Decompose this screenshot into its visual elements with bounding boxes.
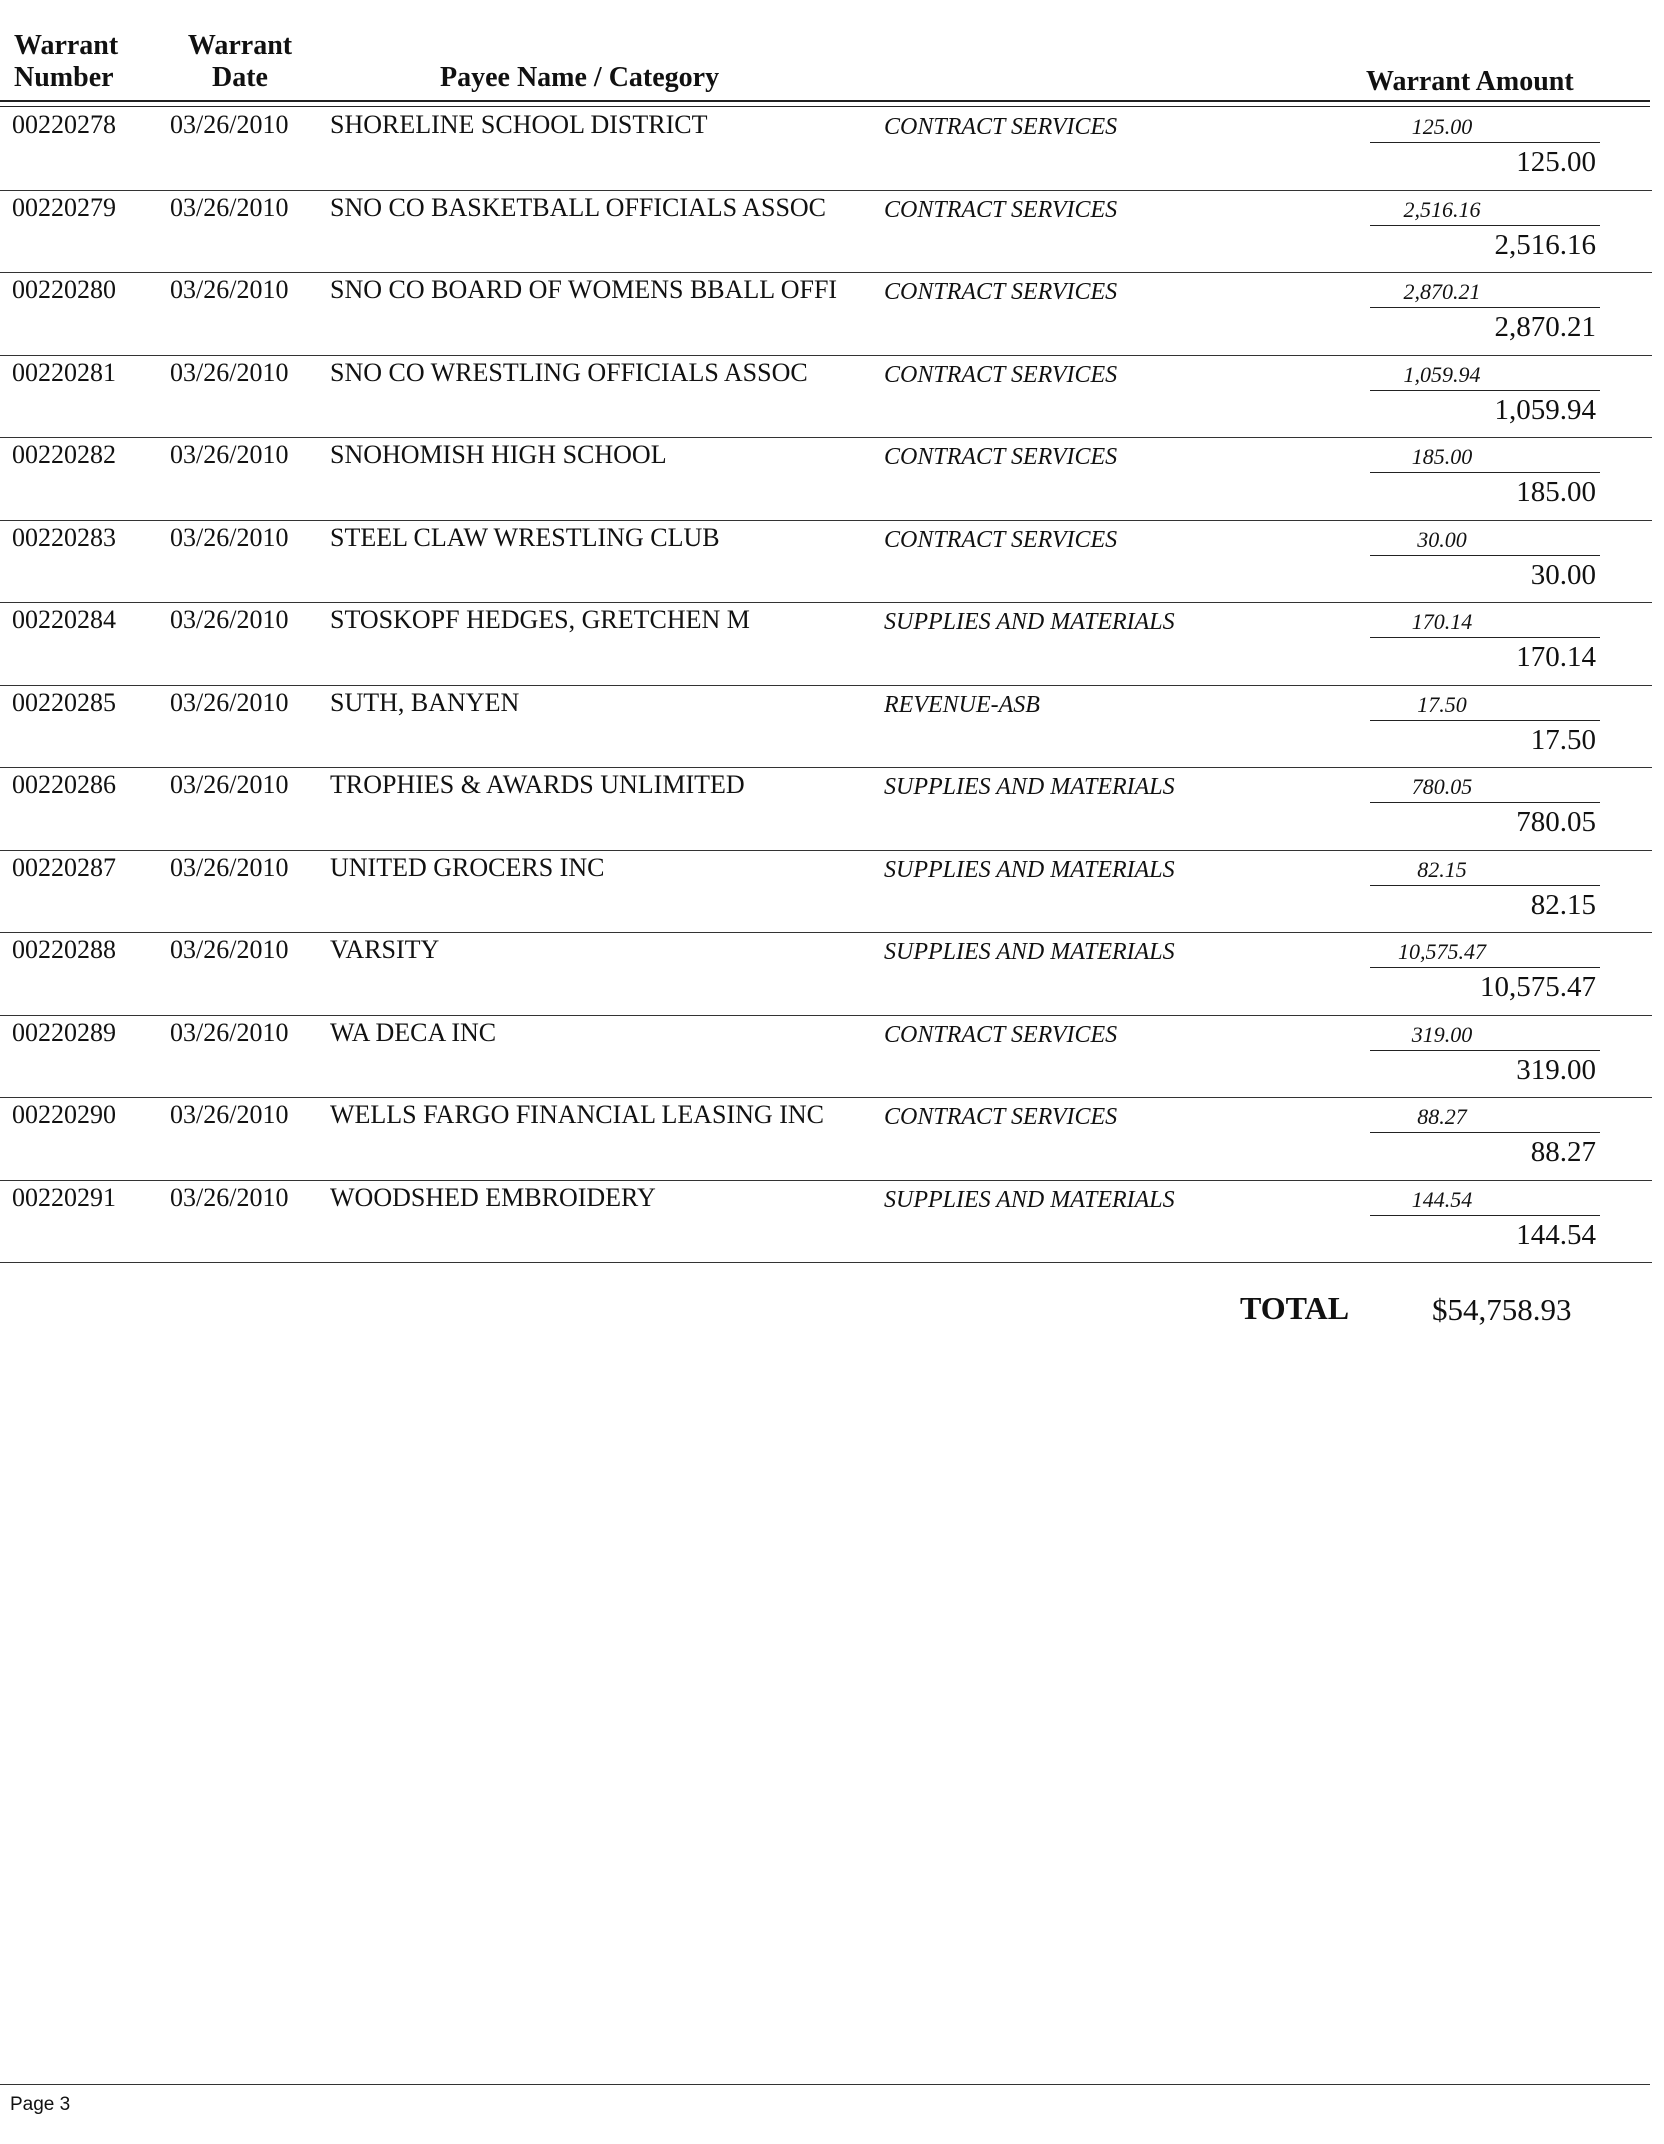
warrant-amount: 88.27 xyxy=(1530,1136,1596,1168)
warrant-number: 00220283 xyxy=(12,522,116,552)
payee-category: SUPPLIES AND MATERIALS xyxy=(884,856,1175,883)
amount-underline xyxy=(1370,637,1600,638)
detail-amount: 2,870.21 xyxy=(1403,279,1481,304)
payee-category: CONTRACT SERVICES xyxy=(884,1104,1118,1130)
table-row xyxy=(0,686,1664,769)
warrant-amount: 82.15 xyxy=(1530,888,1596,921)
payee-category: CONTRACT SERVICES xyxy=(884,279,1118,305)
amount-underline xyxy=(1370,225,1600,226)
warrant-number: 00220279 xyxy=(12,192,116,222)
warrant-amount: 2,870.21 xyxy=(1494,311,1596,343)
footer-divider xyxy=(0,2084,1650,2085)
header-warrant-amount: Warrant Amount xyxy=(1366,66,1574,97)
detail-amount: 125.00 xyxy=(1411,114,1473,139)
payee-name: TROPHIES & AWARDS UNLIMITED xyxy=(330,770,745,799)
detail-amount: 88.27 xyxy=(1417,1104,1467,1129)
warrant-number: 00220284 xyxy=(12,605,116,634)
amount-underline xyxy=(1370,555,1600,556)
payee-category: CONTRACT SERVICES xyxy=(884,444,1118,470)
warrant-date: 03/26/2010 xyxy=(170,522,289,552)
payee-name: WELLS FARGO FINANCIAL LEASING INC xyxy=(330,1100,824,1129)
warrant-date: 03/26/2010 xyxy=(170,192,289,222)
payee-name: WOODSHED EMBROIDERY xyxy=(330,1182,656,1212)
total-label: TOTAL xyxy=(1240,1290,1350,1326)
header-divider xyxy=(0,100,1650,102)
payee-name: UNITED GROCERS INC xyxy=(330,852,605,882)
warrant-number: 00220285 xyxy=(12,687,116,717)
amount-underline xyxy=(1370,967,1600,968)
payee-category: SUPPLIES AND MATERIALS xyxy=(884,939,1175,965)
header-divider-secondary xyxy=(0,106,1650,107)
payee-category: CONTRACT SERVICES xyxy=(884,1021,1118,1048)
row-divider xyxy=(0,1262,1652,1263)
warrant-date: 03/26/2010 xyxy=(170,852,289,882)
payee-name: SUTH, BANYEN xyxy=(330,687,520,717)
warrant-date: 03/26/2010 xyxy=(170,770,289,799)
detail-amount: 17.50 xyxy=(1417,691,1467,717)
payee-name: STOSKOPF HEDGES, GRETCHEN M xyxy=(330,605,750,634)
warrant-date: 03/26/2010 xyxy=(170,605,289,634)
table-row xyxy=(0,108,1664,191)
payee-category: REVENUE-ASB xyxy=(884,691,1040,718)
header-payee-category: Payee Name / Category xyxy=(440,62,720,93)
header-warrant-date: Warrant Date xyxy=(187,30,293,93)
warrant-date: 03/26/2010 xyxy=(170,110,289,139)
warrant-date: 03/26/2010 xyxy=(170,275,289,304)
warrant-date: 03/26/2010 xyxy=(170,687,289,717)
table-row xyxy=(0,273,1664,356)
table-row xyxy=(0,1098,1664,1181)
detail-amount: 1,059.94 xyxy=(1403,361,1481,387)
payee-category: SUPPLIES AND MATERIALS xyxy=(884,1186,1175,1213)
payee-name: SHORELINE SCHOOL DISTRICT xyxy=(330,110,708,139)
warrant-number: 00220287 xyxy=(12,852,116,882)
warrant-number: 00220278 xyxy=(12,110,116,139)
payee-name: STEEL CLAW WRESTLING CLUB xyxy=(330,522,720,552)
detail-amount: 10,575.47 xyxy=(1398,939,1486,964)
warrant-amount: 170.14 xyxy=(1516,641,1596,673)
amount-underline xyxy=(1370,307,1600,308)
payee-name: SNO CO WRESTLING OFFICIALS ASSOC xyxy=(330,357,808,387)
detail-amount: 319.00 xyxy=(1411,1021,1473,1047)
warrant-amount: 30.00 xyxy=(1530,558,1596,591)
warrant-amount: 780.05 xyxy=(1516,806,1596,838)
warrant-date: 03/26/2010 xyxy=(170,1182,289,1212)
payee-name: VARSITY xyxy=(330,935,440,964)
detail-amount: 780.05 xyxy=(1411,774,1473,799)
warrant-amount: 319.00 xyxy=(1516,1053,1596,1086)
table-row xyxy=(0,356,1664,439)
detail-amount: 144.54 xyxy=(1411,1186,1473,1212)
payee-category: CONTRACT SERVICES xyxy=(884,526,1118,553)
warrant-number: 00220290 xyxy=(12,1100,116,1129)
warrant-number: 00220291 xyxy=(12,1182,116,1212)
table-row xyxy=(0,933,1664,1016)
warrant-date: 03/26/2010 xyxy=(170,1017,289,1047)
warrant-number: 00220288 xyxy=(12,935,116,964)
amount-underline xyxy=(1370,1132,1600,1133)
payee-name: SNO CO BASKETBALL OFFICIALS ASSOC xyxy=(330,192,827,222)
table-row xyxy=(0,1016,1664,1099)
warrant-date: 03/26/2010 xyxy=(170,1100,289,1129)
warrant-amount: 144.54 xyxy=(1516,1218,1596,1251)
warrant-number: 00220286 xyxy=(12,770,116,799)
warrant-date: 03/26/2010 xyxy=(170,440,289,469)
page-number: Page 3 xyxy=(10,2094,71,2115)
warrant-amount: 2,516.16 xyxy=(1494,228,1596,261)
amount-underline xyxy=(1370,472,1600,473)
warrant-date: 03/26/2010 xyxy=(170,357,289,387)
warrant-amount: 1,059.94 xyxy=(1494,393,1596,426)
warrant-amount: 185.00 xyxy=(1516,476,1596,508)
detail-amount: 82.15 xyxy=(1417,856,1467,882)
amount-underline xyxy=(1370,802,1600,803)
total-value: $54,758.93 xyxy=(1432,1292,1572,1327)
payee-category: CONTRACT SERVICES xyxy=(884,114,1118,140)
payee-name: SNOHOMISH HIGH SCHOOL xyxy=(330,440,667,469)
amount-underline xyxy=(1370,1215,1600,1216)
table-row xyxy=(0,521,1664,604)
amount-underline xyxy=(1370,390,1600,391)
payee-category: CONTRACT SERVICES xyxy=(884,361,1118,388)
detail-amount: 170.14 xyxy=(1411,609,1473,634)
detail-amount: 185.00 xyxy=(1411,444,1473,469)
amount-underline xyxy=(1370,885,1600,886)
warrant-amount: 17.50 xyxy=(1530,723,1596,756)
table-row xyxy=(0,191,1664,274)
warrant-number: 00220289 xyxy=(12,1017,116,1047)
header-warrant-number: Warrant Number xyxy=(14,30,119,93)
detail-amount: 2,516.16 xyxy=(1403,196,1481,222)
warrant-number: 00220281 xyxy=(12,357,116,387)
warrant-date: 03/26/2010 xyxy=(170,935,289,964)
payee-category: SUPPLIES AND MATERIALS xyxy=(884,609,1175,635)
payee-name: WA DECA INC xyxy=(330,1017,497,1047)
table-row xyxy=(0,438,1664,521)
warrant-amount: 10,575.47 xyxy=(1480,971,1596,1003)
warrant-number: 00220280 xyxy=(12,275,116,304)
warrant-amount: 125.00 xyxy=(1516,146,1596,178)
amount-underline xyxy=(1370,142,1600,143)
detail-amount: 30.00 xyxy=(1417,526,1467,552)
table-row xyxy=(0,603,1664,686)
table-row xyxy=(0,1181,1664,1264)
warrant-number: 00220282 xyxy=(12,440,116,469)
payee-name: SNO CO BOARD OF WOMENS BBALL OFFI xyxy=(330,275,838,304)
table-row xyxy=(0,851,1664,934)
warrant-table xyxy=(0,108,1664,1263)
amount-underline xyxy=(1370,720,1600,721)
payee-category: SUPPLIES AND MATERIALS xyxy=(884,774,1175,800)
table-row xyxy=(0,768,1664,851)
amount-underline xyxy=(1370,1050,1600,1051)
payee-category: CONTRACT SERVICES xyxy=(884,196,1118,223)
